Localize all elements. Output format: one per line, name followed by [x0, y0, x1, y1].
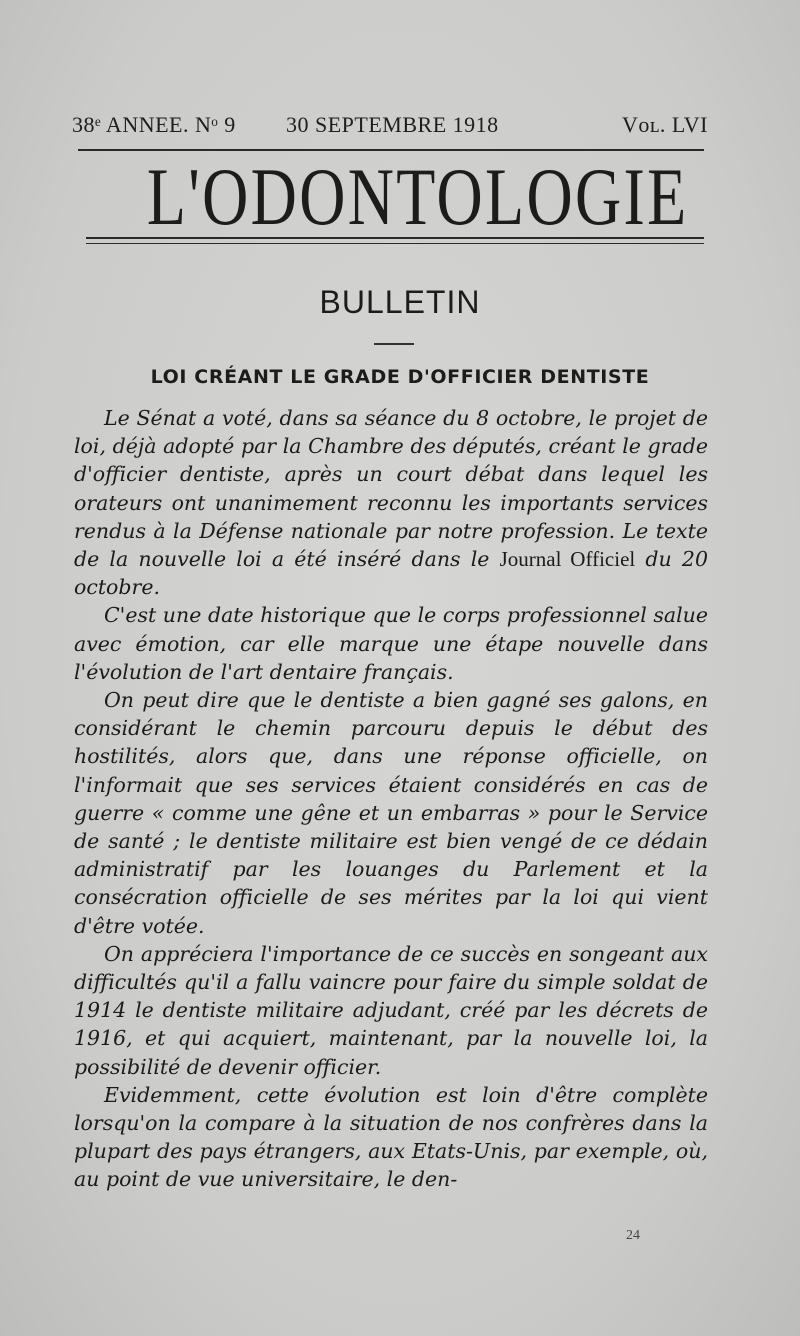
- issue-number: 38ᵉ ANNEE. Nᵒ 9: [72, 112, 236, 137]
- article-body: [74, 404, 708, 1194]
- paragraph-3: On peut dire que le dentiste a bien gagné ses galons, en considérant le chemin parcouru depuis le début des hostilités, alors que, dans une réponse officielle, on l'informait que ses services étaient considérés en cas de guerre « comme une gêne et un embarras » pour le Service de santé ; le dentiste militaire est bien vengé de ce dédain administratif par les louanges du Parlement et la consécration officielle de ses mérites par la loi qui vient d'être votée.: [74, 688, 708, 938]
- volume-number: Vᴏʟ. LVI: [622, 112, 708, 137]
- paragraph-5: Evidemment, cette évolution est loin d'être complète lorsqu'on la compare à la situation de nos confrères dans la plupart des pays étrangers, aux Etats-Unis, par exemple, où, au point de vue universitaire, le den-: [74, 1082, 708, 1192]
- paragraph-1: [74, 404, 708, 601]
- article-title: LOI CRÉANT LE GRADE D'OFFICIER DENTISTE: [150, 366, 650, 388]
- page-folio: 24: [626, 1228, 640, 1243]
- paragraph-2: C'est une date historique que le corps professionnel salue avec émotion, car elle marque une étape nouvelle dans l'évolution de l'art dentaire français.: [74, 603, 708, 684]
- issue-date: 30 SEPTEMBRE 1918: [286, 112, 499, 137]
- masthead-double-rule: [86, 237, 704, 244]
- paragraph-1-text-b: du 20 octobre.: [74, 547, 708, 600]
- paragraph-4: On appréciera l'importance de ce succès en songeant aux difficultés qu'il a fallu vaincre pour faire du simple soldat de 1914 le dentiste militaire adjudant, créé par les décrets de 1916, et qui acquiert, maintenant, par la nouvelle loi, la possibilité de devenir officier.: [74, 941, 708, 1079]
- paragraph-1-text-a: Le Sénat a voté, dans sa séance du 8 octobre, le projet de loi, déjà adopté par la Chambre des députés, créant le grade d'officier dentiste, après un court débat dans lequel les orateurs ont unanimement reconnu les importants services rendus à la Défense nationale par notre profession. Le texte de la nouvelle loi a été inséré dans le: [74, 406, 708, 572]
- journal-officiel-reference: Journal Officiel: [499, 547, 636, 572]
- heading-divider: [374, 343, 414, 345]
- bulletin-heading: BULLETIN: [319, 284, 481, 320]
- journal-masthead: L'ODONTOLOGIE: [146, 151, 689, 242]
